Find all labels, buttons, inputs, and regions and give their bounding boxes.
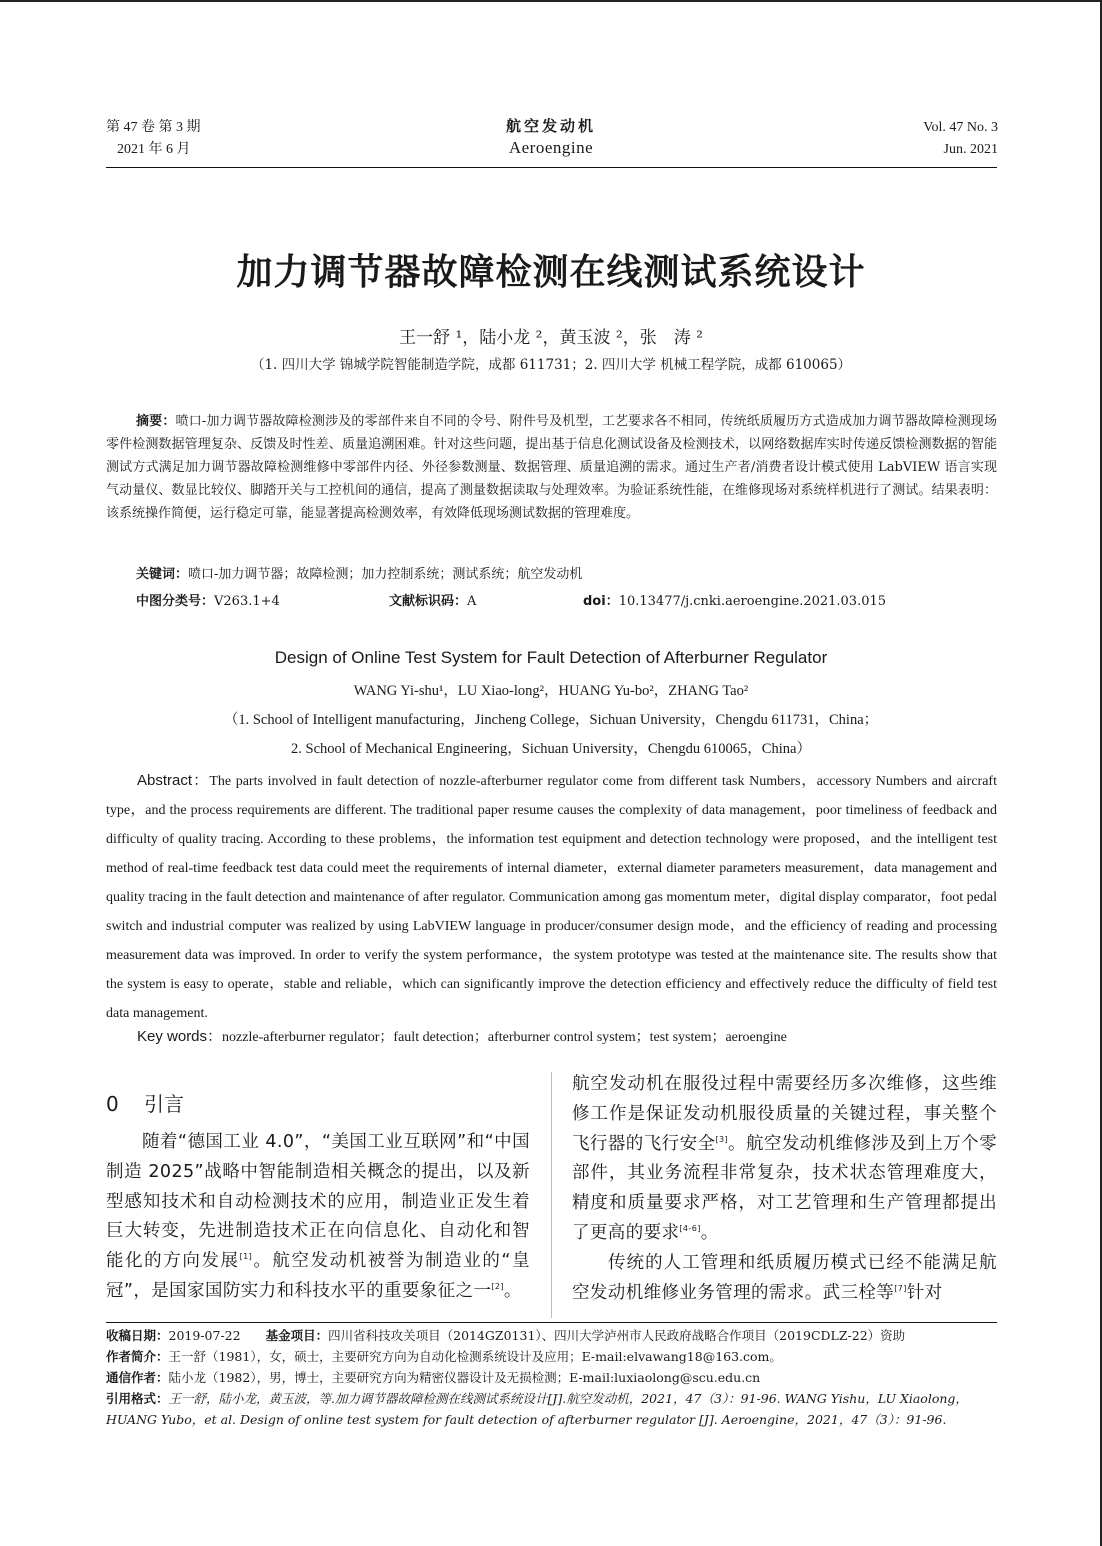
clc-label: 中图分类号： xyxy=(136,594,215,609)
footnote-author-bio xyxy=(106,1346,997,1367)
abstract-cn-label: 摘要： xyxy=(136,414,176,429)
page-border-top xyxy=(0,0,1102,2)
clc-number xyxy=(136,591,280,613)
keywords-cn-label: 关键词： xyxy=(136,567,189,582)
fund-value: 四川省科技攻关项目（2014GZ0131）、四川大学泸州市人民政府战略合作项目（2019CDLZ-22）资助 xyxy=(328,1328,906,1343)
authors-en: WANG Yi-shu¹，LU Xiao-long²，HUANG Yu-bo²，ZHANG Tao² xyxy=(353,683,749,699)
doi-value: 10.13477/j.cnki.aeroengine.2021.03.015 xyxy=(618,594,887,609)
section-number: 0 xyxy=(106,1092,119,1116)
intro2-text-b: 。航空发动机维修涉及到上万个零部件，其业务流程非常复杂，技术状态管理难度大，精度和质量要求严格，对工艺管理和生产管理都提出了更高的要求 xyxy=(572,1133,998,1243)
column-divider xyxy=(551,1072,552,1318)
citation-2[interactable]: [2] xyxy=(491,1282,504,1292)
citation-4-6[interactable]: [4-6] xyxy=(679,1224,701,1234)
abstract-cn-text: 喷口-加力调节器故障检测涉及的零部件来自不同的令号、附件号及机型，工艺要求各不相同，传统纸质履历方式造成加力调节器故障检测现场零件检测数据管理复杂、反馈及时性差、质量追溯困难。针对这些问题，提出基于信息化测试设备及检测技术，以网络数据库实时传递反馈检测数据的智能测试方式满足加力调节器故障检测维修中零部件内径、外径参数测量、数据管理、质量追溯的需求。通过生产者/消费者设计模式使用 LabVIEW 语言实现气动量仪、数显比较仪、脚踏开关与工控机间的通信，提高了测量数据读取与处理效率。为验证系统性能，在维修现场对系统样机进行了测试。结果表明：该系统操作简便，运行稳定可靠，能显著提高检测效率，有效降低现场测试数据的管理难度。 xyxy=(106,414,997,521)
keywords-en xyxy=(137,1026,997,1049)
keywords-cn-text: 喷口-加力调节器；故障检测；加力控制系统；测试系统；航空发动机 xyxy=(188,567,583,582)
received-value: 2019-07-22 xyxy=(168,1328,241,1343)
section-title: 引言 xyxy=(144,1092,184,1116)
keywords-en-text: nozzle-afterburner regulator；fault detection；afterburner control system；test system；aeroengine xyxy=(222,1030,787,1045)
body-column-left xyxy=(106,1128,530,1307)
doi xyxy=(583,591,886,613)
doc-value: A xyxy=(467,594,477,609)
citation-1[interactable]: [1] xyxy=(239,1252,253,1262)
corr-label: 通信作者： xyxy=(106,1370,169,1385)
intro-text-b: 。航空发动机被誉为制造业的“皇冠”，是国家国防实力和科技水平的重要象征之一 xyxy=(106,1251,530,1301)
bio-value: 王一舒（1981），女，硕士，主要研究方向为自动化检测系统设计及应用；E-mail:elvawang18@163.com。 xyxy=(168,1349,782,1364)
abstract-en-text: The parts involved in fault detection of nozzle-afterburner regulator come from different task Numbers，accessory Numbers and aircraft type，and the process requirements are different. The traditional paper resume causes the complexity of data management，poor timeliness of feedback and difficulty of quality tracing. According to these problems，the information test equipment and detection technology were proposed，and the intelligent test method of real-time feedback test data could meet the requirements of internal diameter，external diameter parameters measurement，data management and quality tracing in the fault detection and maintenance of after regulator. Communication among gas momentum meter，digital display comparator，foot pedal switch and industrial computer was realized by using LabVIEW language in producer/consumer design mode，and the efficiency of reading and processing measurement data was improved. In order to verify the system performance，the system prototype was tested at the maintenance site. The results show that the system is easy to operate，stable and reliable，which can significantly improve the detection efficiency and effectively reduce the difficulty of field test data management. xyxy=(106,774,997,1021)
affiliations-cn: （1. 四川大学 锦城学院智能制造学院，成都 611731；2. 四川大学 机械工程学院，成都 610065） xyxy=(250,357,852,373)
intro-paragraph-2 xyxy=(572,1070,997,1249)
header-rule xyxy=(106,167,997,168)
intro-paragraph-3 xyxy=(572,1249,997,1309)
authors-cn: 王一舒 ¹，陆小龙 ²，黄玉波 ²，张 涛 ² xyxy=(399,328,703,348)
doi-label: doi： xyxy=(583,594,619,609)
abstract-en-label: Abstract： xyxy=(137,772,210,789)
journal-name-cn: 航空发动机 xyxy=(505,117,596,135)
footnote-received-fund xyxy=(106,1325,997,1346)
doc-code xyxy=(389,591,476,613)
intro-text-a: 随着“德国工业 4.0”，“美国工业互联网”和“中国制造 2025”战略中智能制造相关概念的提出，以及新型感知技术和自动检测技术的应用，制造业正发生着巨大转变，先进制造技术正在向信息化、自动化和智能化的方向发展 xyxy=(106,1132,530,1272)
corr-value: 陆小龙（1982），男，博士，主要研究方向为精密仪器设计及无损检测；E-mail:luxiaolong@scu.edu.cn xyxy=(168,1370,761,1385)
intro3-text-b: 针对 xyxy=(906,1282,943,1303)
affiliation-en-1: （1. School of Intelligent manufacturing，Jincheng College，Sichuan University，Chengdu 611731，China； xyxy=(223,712,879,728)
intro2-text-a: 航空发动机在服役过程中需要经历多次维修，这些维修工作是保证发动机服役质量的关键过程，事关整个飞行器的飞行安全 xyxy=(572,1074,997,1154)
header-right xyxy=(923,117,998,161)
abstract-cn xyxy=(106,410,997,525)
title-en: Design of Online Test System for Fault Detection of Afterburner Regulator xyxy=(274,648,828,667)
section-heading xyxy=(106,1088,184,1117)
footnote-citation-format xyxy=(106,1388,997,1430)
volume-en: Vol. 47 No. 3 xyxy=(923,120,998,135)
keywords-cn xyxy=(136,564,997,586)
doc-label: 文献标识码： xyxy=(389,594,468,609)
cite-label: 引用格式： xyxy=(106,1391,169,1406)
date-en: Jun. 2021 xyxy=(943,142,998,157)
date-cn: 2021 年 6 月 xyxy=(117,142,191,157)
citation-7[interactable]: [7] xyxy=(894,1283,907,1293)
intro2-text-c: 。 xyxy=(700,1222,719,1243)
paper-title: 加力调节器故障检测在线测试系统设计 xyxy=(236,252,866,293)
intro-paragraph-1 xyxy=(106,1128,530,1307)
abstract-en xyxy=(106,766,997,1028)
clc-value: V263.1+4 xyxy=(214,594,280,609)
fund-label: 基金项目： xyxy=(265,1328,329,1343)
affiliation-en-2: 2. School of Mechanical Engineering，Sichuan University，Chengdu 610065，China） xyxy=(291,741,811,757)
intro-text-c: 。 xyxy=(503,1280,522,1301)
footnote-corresponding xyxy=(106,1367,997,1388)
footnote-rule xyxy=(106,1322,997,1323)
issue-cn: 第 47 卷 第 3 期 xyxy=(106,120,201,135)
body-column-right xyxy=(572,1070,997,1308)
journal-name-en: Aeroengine xyxy=(508,138,594,157)
bio-label: 作者简介： xyxy=(106,1349,169,1364)
cite-value: 王一舒，陆小龙，黄玉波，等.加力调节器故障检测在线测试系统设计[J].航空发动机，2021，47（3）：91-96. WANG Yishu，LU Xiaolong，HUANG Yubo，et al. Design of online test system for fault detection of afterburner regulator [J]. Aeroengine，2021，47（3）：91-96. xyxy=(106,1391,968,1427)
keywords-en-label: Key words： xyxy=(137,1028,223,1045)
intro3-text-a: 传统的人工管理和纸质履历模式已经不能满足航空发动机维修业务管理的需求。武三栓等 xyxy=(572,1252,997,1303)
citation-3[interactable]: [3] xyxy=(715,1134,729,1144)
received-label: 收稿日期： xyxy=(106,1328,169,1343)
